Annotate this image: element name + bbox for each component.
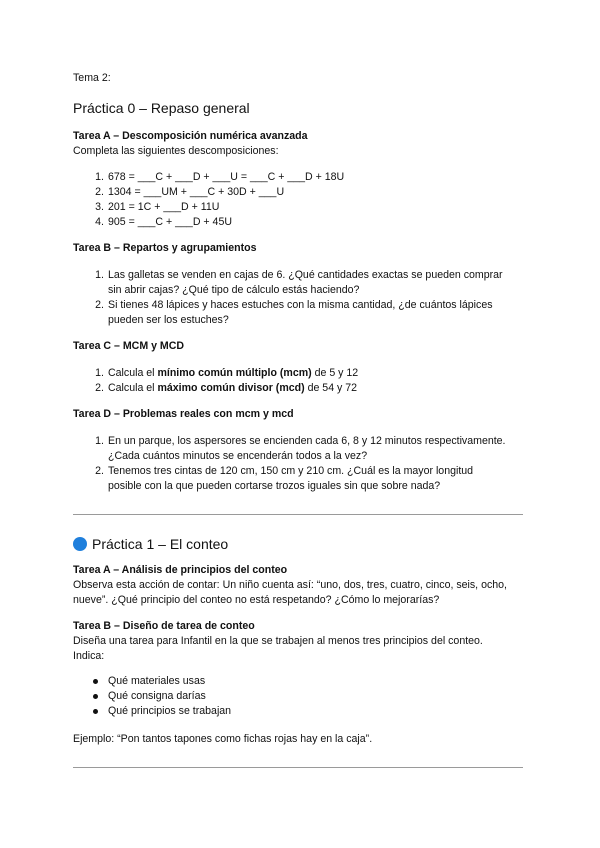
p1-ejemplo: Ejemplo: “Pon tantos tapones como fichas rojas hay en la caja”. [73, 733, 373, 745]
bullet-icon [93, 679, 98, 684]
tarea-c-list [95, 366, 359, 396]
practica-0-title: Práctica 0 – Repaso general [73, 100, 250, 116]
blue-circle-icon [73, 537, 87, 551]
list-item: Qué principios se trabajan [108, 704, 231, 719]
tarea-b-list [95, 268, 503, 328]
list-item: 1. Calcula el mínimo común múltiplo (mcm) de 5 y 12 [95, 367, 359, 379]
horizontal-rule [73, 767, 523, 768]
tarea-a-title: Tarea A – Descomposición numérica avanzada [73, 130, 308, 142]
bullet-icon [93, 709, 98, 714]
list-item: 1. Las galletas se venden en cajas de 6. ¿Qué cantidades exactas se pueden comprar sin abrir cajas? ¿Qué tipo de cálculo estás haciendo? [95, 269, 503, 296]
p1-tarea-a-text: Observa esta acción de contar: Un niño cuenta así: “uno, dos, tres, cuatro, cinco, seis, ocho, nueve”. ¿Qué principio del conteo no está respetando? ¿Cómo lo mejorarías? [73, 579, 507, 606]
list-item: 3. 201 = 1C + ___D + 11U [95, 201, 220, 213]
p1-tarea-a-title: Tarea A – Análisis de principios del conteo [73, 564, 288, 576]
list-item: 4. 905 = ___C + ___D + 45U [95, 216, 232, 228]
tarea-a-intro: Completa las siguientes descomposiciones: [73, 145, 279, 157]
p1-tarea-b-bullets [108, 674, 231, 719]
tarea-b-title: Tarea B – Repartos y agrupamientos [73, 242, 257, 254]
bullet-icon [93, 694, 98, 699]
practica-1-title: Práctica 1 – El conteo [73, 536, 228, 552]
tarea-d-list [95, 434, 506, 494]
list-item: 1. 678 = ___C + ___D + ___U = ___C + ___D + 18U [95, 171, 345, 183]
horizontal-rule [73, 514, 523, 515]
list-item: 2. Tenemos tres cintas de 120 cm, 150 cm y 210 cm. ¿Cuál es la mayor longitud posible con la que pueden cortarse trozos iguales sin que sobre nada? [95, 465, 474, 492]
list-item: 2. 1304 = ___UM + ___C + 30D + ___U [95, 186, 285, 198]
tarea-c-title: Tarea C – MCM y MCD [73, 340, 185, 352]
list-item: Qué materiales usas [108, 674, 231, 689]
tarea-a-list [95, 170, 345, 230]
tema-label: Tema 2: [73, 72, 111, 84]
p1-tarea-b-text: Diseña una tarea para Infantil en la que se trabajen al menos tres principios del conteo. Indica: [73, 635, 483, 662]
tarea-d-title: Tarea D – Problemas reales con mcm y mcd [73, 408, 294, 420]
list-item: Qué consigna darías [108, 689, 231, 704]
list-item: 2. Calcula el máximo común divisor (mcd) de 54 y 72 [95, 382, 358, 394]
p1-tarea-b-title: Tarea B – Diseño de tarea de conteo [73, 620, 255, 632]
list-item: 1. En un parque, los aspersores se encienden cada 6, 8 y 12 minutos respectivamente. ¿Cada cuántos minutos se encenderán todos a la vez? [95, 435, 506, 462]
list-item: 2. Si tienes 48 lápices y haces estuches con la misma cantidad, ¿de cuántos lápices pueden ser los estuches? [95, 299, 493, 326]
